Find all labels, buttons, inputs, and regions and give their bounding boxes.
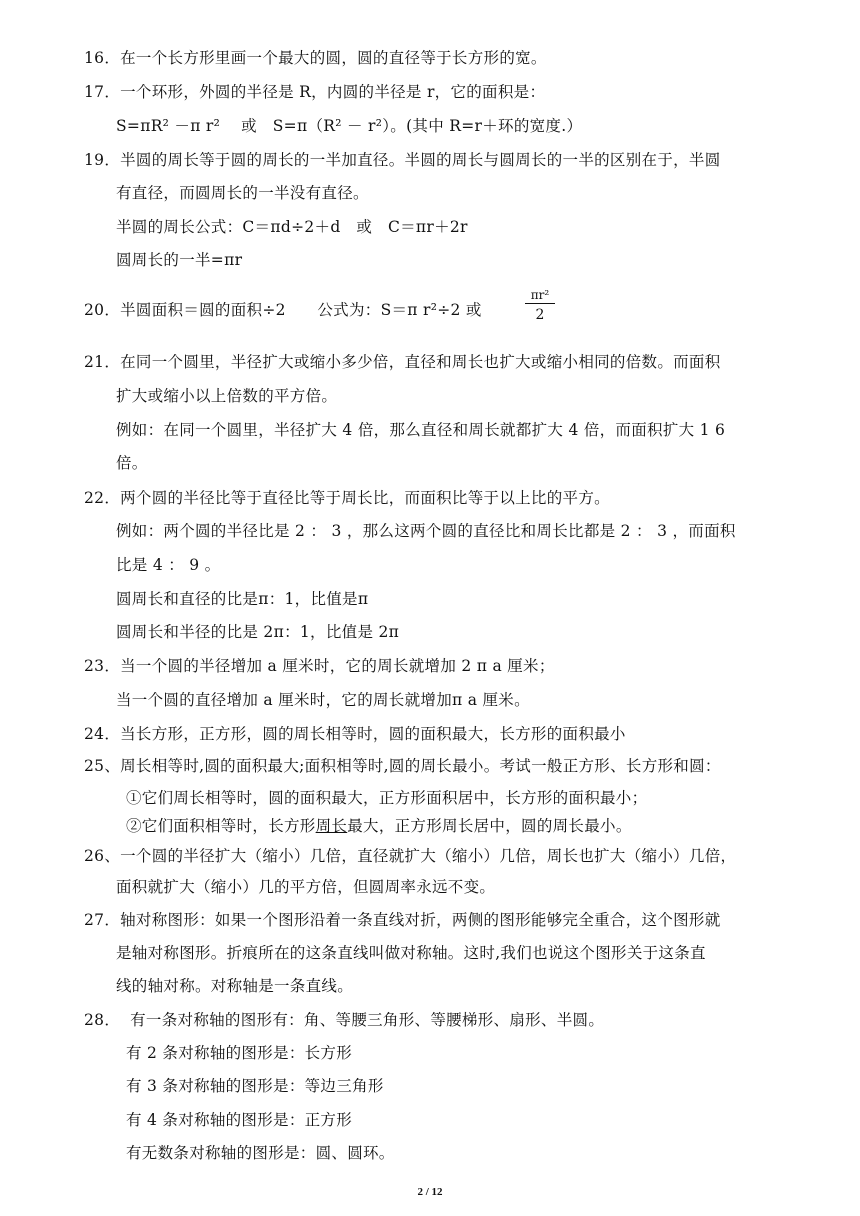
item-22-example: 例如：两个圆的半径比是 2 ： 3 ，那么这两个圆的直径比和周长比都是 2 ： 3 ，而面积: [116, 522, 736, 540]
item-28-four-axes: 有 4 条对称轴的图形是：正方形: [126, 1111, 353, 1129]
item-20: 20．半圆面积＝圆的面积÷2 公式为：S＝π r²÷2 或: [84, 301, 482, 319]
item-25-equal-perimeter: ①它们周长相等时，圆的面积最大，正方形面积居中，长方形的面积最小；: [126, 789, 648, 807]
item-17: 17．一个环形，外圆的半径是 R，内圆的半径是 r，它的面积是：: [84, 83, 546, 101]
item-16: 16．在一个长方形里画一个最大的圆，圆的直径等于长方形的宽。: [84, 49, 547, 67]
semicircle-area-fraction: $\frac{\text{πr²}}{2}$: [525, 288, 555, 322]
item-27-line-3: 线的轴对称。对称轴是一条直线。: [116, 977, 354, 995]
item-22-example-end: 比是 4 ： 9 。: [116, 556, 221, 574]
item-27-line-2: 是轴对称图形。折痕所在的这条直线叫做对称轴。这时,我们也说这个图形关于这条直: [116, 944, 706, 962]
item-24: 24．当长方形，正方形，圆的周长相等时，圆的面积最大，长方形的面积最小: [84, 725, 626, 743]
item-26-line-2: 面积就扩大（缩小）几的平方倍，但圆周率永远不变。: [116, 878, 496, 896]
item-21-line-2: 扩大或缩小以上倍数的平方倍。: [116, 387, 338, 405]
item-21: 21．在同一个圆里，半径扩大或缩小多少倍，直径和周长也扩大或缩小相同的倍数。而面积: [84, 353, 721, 371]
item-25-equal-area: ②它们面积相等时，长方形周长最大，正方形周长居中，圆的周长最小。: [126, 817, 632, 835]
item-21-example: 例如：在同一个圆里，半径扩大 4 倍，那么直径和周长就都扩大 4 倍，而面积扩大 1 6: [116, 421, 726, 439]
item-28-infinite-axes: 有无数条对称轴的图形是：圆、圆环。: [126, 1144, 395, 1162]
item-23-line-2: 当一个圆的直径增加 a 厘米时，它的周长就增加π a 厘米。: [116, 691, 530, 709]
item-23: 23．当一个圆的半径增加 a 厘米时，它的周长就增加 2 π a 厘米；: [84, 657, 555, 675]
item-26: 26、一个圆的半径扩大（缩小）几倍，直径就扩大（缩小）几倍，周长也扩大（缩小）几倍，: [84, 847, 737, 865]
page-number: 2 / 12: [417, 1186, 443, 1198]
item-19-half-circumference: 圆周长的一半=πr: [116, 251, 243, 269]
item-28: 28． 有一条对称轴的图形有：角、等腰三角形、等腰梯形、扇形、半圆。: [84, 1011, 605, 1029]
item-21-example-end: 倍。: [116, 454, 148, 472]
item-28-three-axes: 有 3 条对称轴的图形是：等边三角形: [126, 1077, 384, 1095]
item-22: 22．两个圆的半径比等于直径比等于周长比，而面积比等于以上比的平方。: [84, 489, 610, 507]
item-19: 19．半圆的周长等于圆的周长的一半加直径。半圆的周长与圆周长的一半的区别在于，半圆: [84, 151, 721, 169]
item-19-formula: 半圆的周长公式：C＝πd÷2＋d 或 C＝πr＋2r: [116, 218, 468, 236]
item-22-diameter-ratio: 圆周长和直径的比是π：1，比值是π: [116, 590, 369, 608]
item-22-radius-ratio: 圆周长和半径的比是 2π：1，比值是 2π: [116, 623, 400, 641]
item-27: 27．轴对称图形：如果一个图形沿着一条直线对折，两侧的图形能够完全重合，这个图形就: [84, 911, 721, 929]
item-28-two-axes: 有 2 条对称轴的图形是：长方形: [126, 1044, 353, 1062]
item-17-formula: S=πR² －π r² 或 S=π（R² － r²）。(其中 R=r＋环的宽度.）: [116, 117, 583, 135]
item-25: 25、周长相等时,圆的面积最大;面积相等时,圆的周长最小。考试一般正方形、长方形和圆：: [84, 757, 721, 775]
item-19-line-2: 有直径，而圆周长的一半没有直径。: [116, 184, 369, 202]
